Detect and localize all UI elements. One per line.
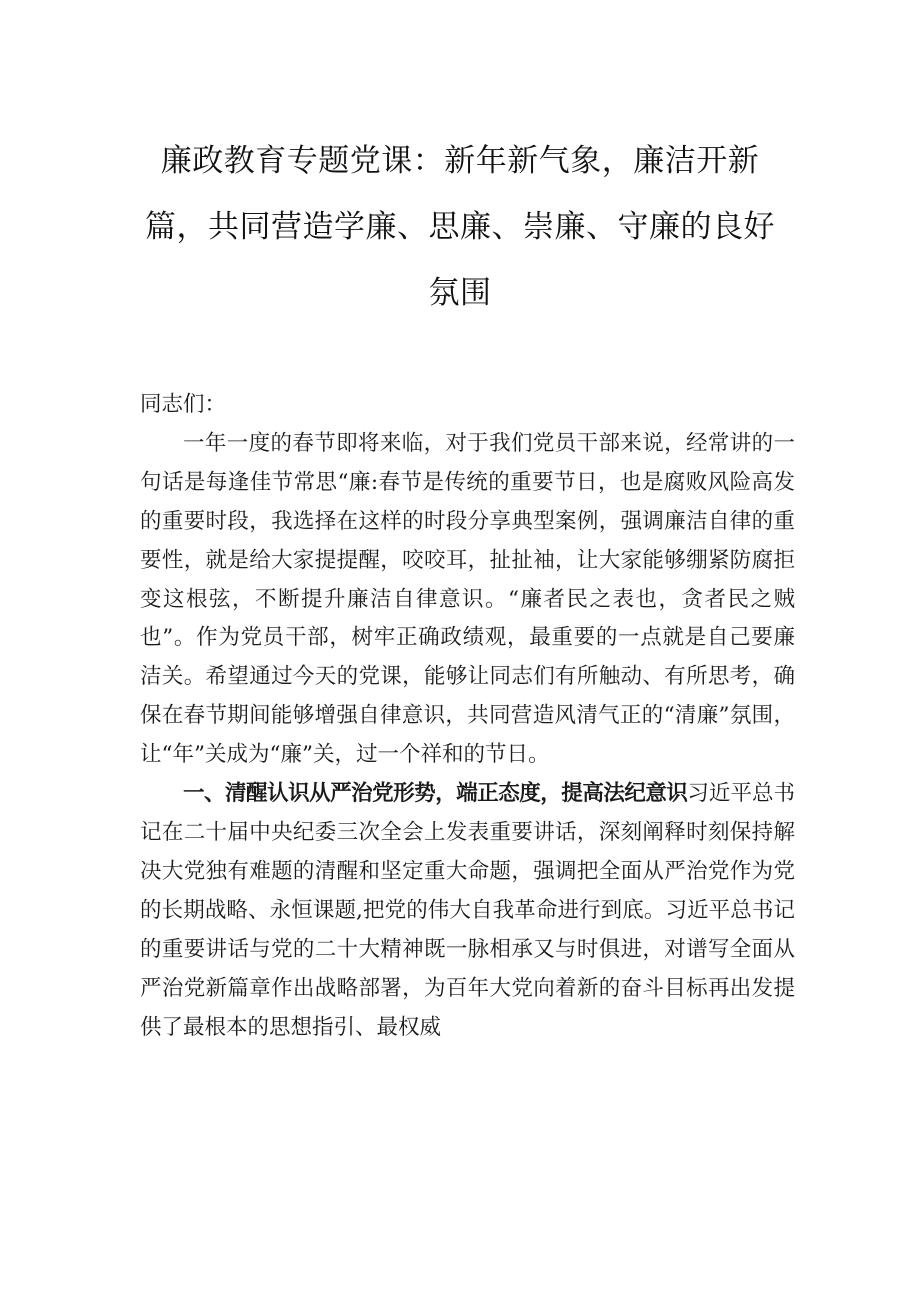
section-one-text: 习近平总书记在二十届中央纪委三次全会上发表重要讲话，深刻阐释时刻保持解决大党独有难题的清醒和坚定重大命题，强调把全面从严治党作为党的长期战略、永恒课题,把党的伟大自我革命进行到底。习近平总书记的重要讲话与党的二十大精神既一脉相承又与时俱进，对谱写全面从严治党新篇章作出战略部署，为百年大党向着新的奋斗目标再出发提供了最根本的思想指引、最权威 <box>140 781 795 1040</box>
section-one-paragraph <box>140 775 795 1047</box>
document-title: 廉政教育专题党课：新年新气象，廉洁开新篇，共同营造学廉、思廉、崇廉、守廉的良好氛围 <box>145 143 775 311</box>
intro-paragraph: 一年一度的春节即将来临，对于我们党员干部来说，经常讲的一句话是每逢佳节常思“廉:春节是传统的重要节日，也是腐败风险高发的重要时段，我选择在这样的时段分享典型案例，强调廉洁自律的重要性，就是给大家提提醒，咬咬耳，扯扯袖，让大家能够绷紧防腐拒变这根弦，不断提升廉洁自律意识。“廉者民之表也，贪者民之贼也”。作为党员干部，树牢正确政绩观，最重要的一点就是自己要廉洁关。希望通过今天的党课，能够让同志们有所触动、有所思考，确保在春节期间能够增强自律意识，共同营造风清气正的“清廉”氛围，让“年”关成为“廉”关，过一个祥和的节日。 <box>140 430 795 768</box>
document-body <box>140 386 795 1047</box>
salutation: 同志们： <box>140 392 227 417</box>
section-one-heading: 一、清醒认识从严治党形势，端正态度，提高法纪意识 <box>183 781 688 807</box>
